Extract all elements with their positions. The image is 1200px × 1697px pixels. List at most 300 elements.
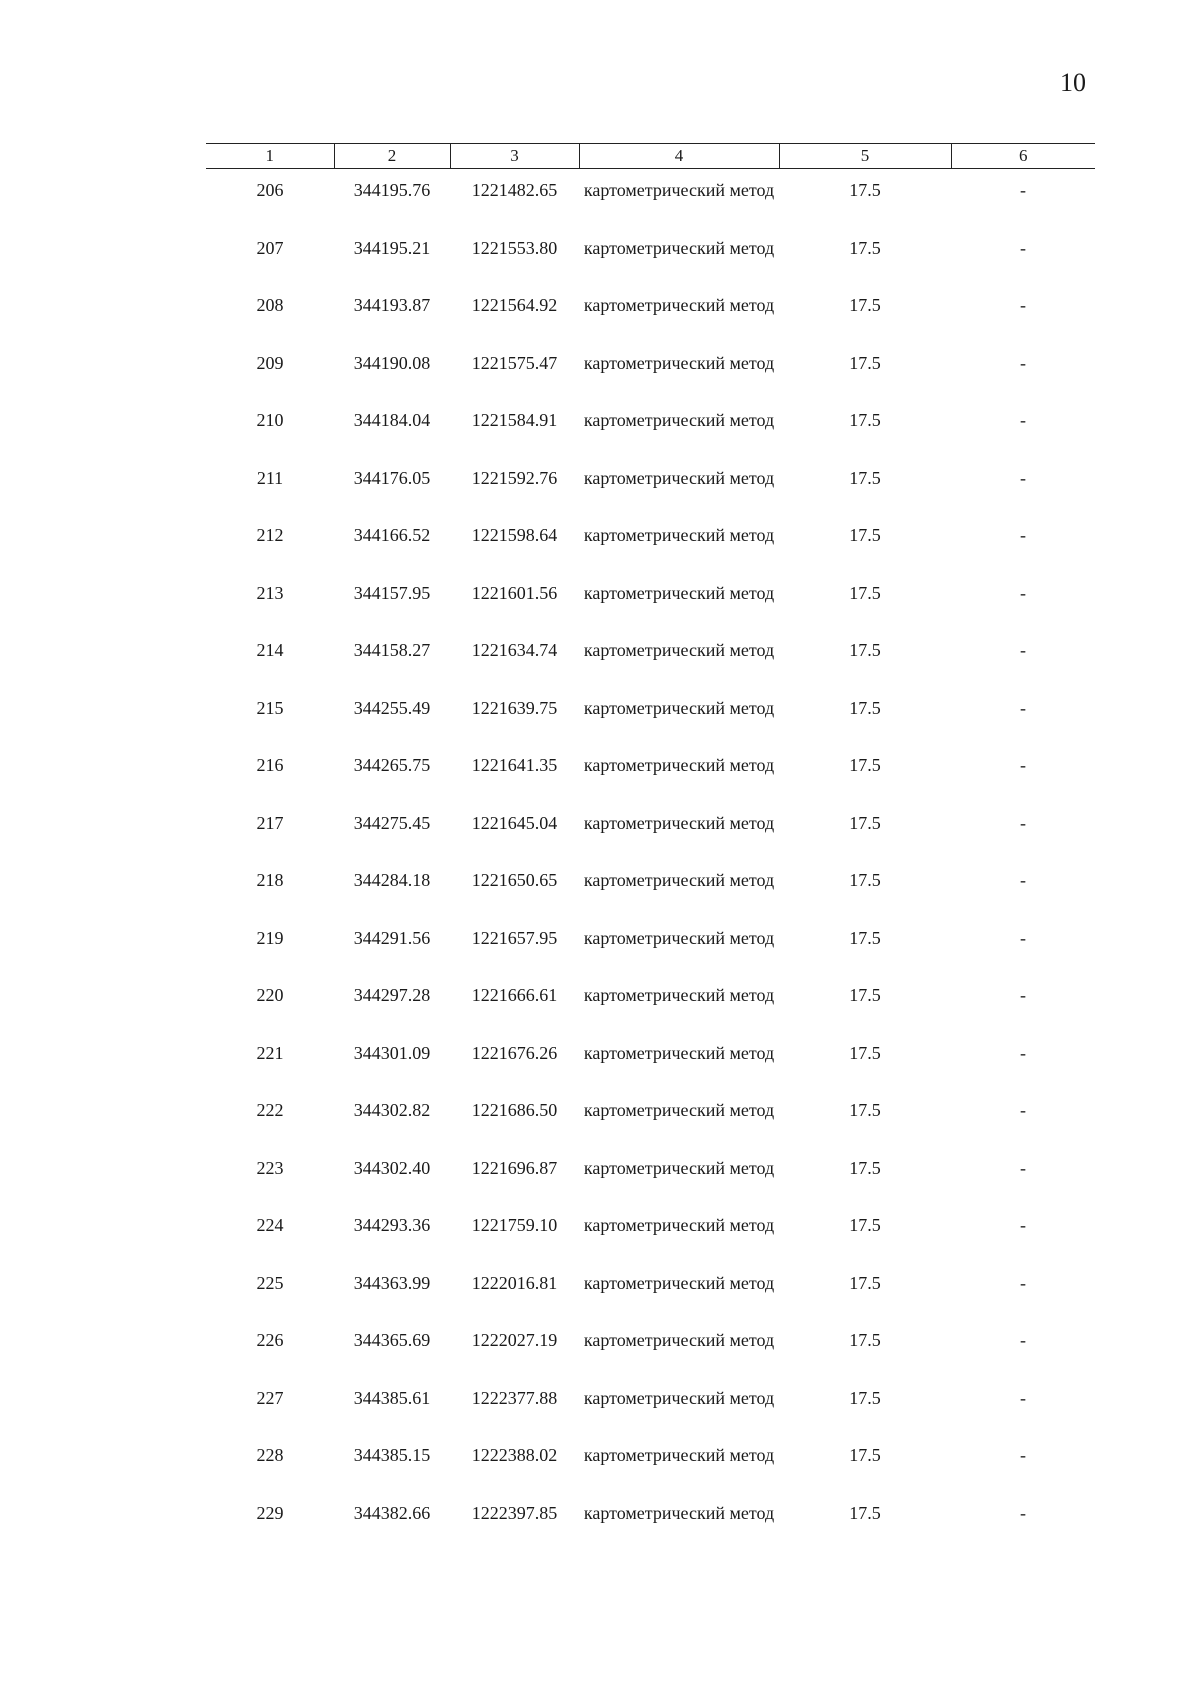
cell-coordinate-y xyxy=(450,869,579,927)
cell-note xyxy=(951,352,1095,410)
cell-accuracy-text: 17.5 xyxy=(849,1387,881,1408)
cell-point-number-text: 226 xyxy=(256,1330,284,1350)
cell-coordinate-x xyxy=(334,409,450,467)
cell-coordinate-y-text: 1221641.35 xyxy=(471,755,558,775)
cell-coordinate-x xyxy=(334,697,450,755)
cell-point-number xyxy=(206,697,334,755)
cell-accuracy xyxy=(779,294,951,352)
cell-method xyxy=(579,1214,779,1272)
cell-coordinate-x-text: 344297.28 xyxy=(353,985,431,1005)
cell-coordinate-x-text: 344275.45 xyxy=(353,812,431,833)
cell-accuracy xyxy=(779,524,951,582)
cell-coordinate-x xyxy=(334,1099,450,1157)
cell-coordinate-y-text: 1221553.80 xyxy=(471,237,558,258)
column-header: 1 xyxy=(206,144,334,169)
cell-coordinate-x-text: 344166.52 xyxy=(353,525,431,545)
cell-accuracy xyxy=(779,869,951,927)
cell-accuracy-text: 17.5 xyxy=(849,1272,881,1293)
cell-accuracy xyxy=(779,1214,951,1272)
cell-coordinate-y-text: 1221686.50 xyxy=(471,1100,558,1120)
cell-coordinate-y-text: 1222377.88 xyxy=(471,1387,558,1408)
table-row xyxy=(206,639,1095,697)
cell-point-number xyxy=(206,984,334,1042)
cell-point-number xyxy=(206,1329,334,1387)
cell-point-number xyxy=(206,352,334,410)
cell-accuracy-text: 17.5 xyxy=(849,525,881,545)
cell-coordinate-y-text: 1222027.19 xyxy=(471,1330,558,1350)
cell-coordinate-x-text: 344184.04 xyxy=(353,410,431,430)
cell-method-text: картометрический метод xyxy=(583,640,775,660)
cell-coordinate-x xyxy=(334,927,450,985)
cell-coordinate-x-text: 344284.18 xyxy=(353,870,431,890)
cell-point-number xyxy=(206,754,334,812)
cell-accuracy-text: 17.5 xyxy=(849,1215,881,1235)
cell-accuracy-text: 17.5 xyxy=(849,640,881,660)
cell-method xyxy=(579,294,779,352)
cell-note xyxy=(951,409,1095,467)
cell-note xyxy=(951,1444,1095,1502)
table-row xyxy=(206,409,1095,467)
cell-note-text: - xyxy=(1020,755,1026,775)
cell-point-number xyxy=(206,1099,334,1157)
cell-note-text: - xyxy=(1020,295,1026,315)
column-header: 5 xyxy=(779,144,951,169)
cell-coordinate-y xyxy=(450,582,579,640)
cell-point-number xyxy=(206,812,334,870)
table-header-row xyxy=(206,144,1095,169)
cell-coordinate-y xyxy=(450,1099,579,1157)
cell-point-number-text: 207 xyxy=(256,237,284,258)
cell-method xyxy=(579,639,779,697)
cell-point-number xyxy=(206,1502,334,1560)
cell-accuracy-text: 17.5 xyxy=(849,410,881,430)
column-header: 4 xyxy=(579,144,779,169)
cell-coordinate-x xyxy=(334,812,450,870)
coordinates-table xyxy=(206,143,1095,1559)
cell-note xyxy=(951,697,1095,755)
cell-coordinate-y xyxy=(450,294,579,352)
cell-method-text: картометрический метод xyxy=(583,985,775,1005)
cell-coordinate-x xyxy=(334,237,450,295)
cell-coordinate-y xyxy=(450,697,579,755)
cell-coordinate-x-text: 344176.05 xyxy=(353,467,431,488)
cell-accuracy-text: 17.5 xyxy=(849,1042,881,1063)
cell-coordinate-y-text: 1221666.61 xyxy=(471,985,558,1005)
cell-method-text: картометрический метод xyxy=(583,1042,775,1063)
cell-point-number-text: 222 xyxy=(256,1100,284,1120)
cell-coordinate-y-text: 1221657.95 xyxy=(471,927,558,948)
cell-method-text: картометрический метод xyxy=(583,1215,775,1235)
cell-method-text: картометрический метод xyxy=(583,755,775,775)
cell-note xyxy=(951,984,1095,1042)
cell-coordinate-y xyxy=(450,812,579,870)
cell-coordinate-y-text: 1221639.75 xyxy=(471,697,558,718)
cell-method xyxy=(579,1502,779,1560)
cell-method xyxy=(579,1099,779,1157)
table-row xyxy=(206,352,1095,410)
cell-note xyxy=(951,754,1095,812)
cell-note xyxy=(951,582,1095,640)
cell-coordinate-x xyxy=(334,1329,450,1387)
cell-accuracy xyxy=(779,927,951,985)
table-row xyxy=(206,869,1095,927)
cell-point-number-text: 221 xyxy=(256,1042,284,1063)
cell-point-number xyxy=(206,1042,334,1100)
cell-coordinate-x xyxy=(334,294,450,352)
cell-note xyxy=(951,169,1095,237)
cell-accuracy-text: 17.5 xyxy=(849,870,881,890)
cell-coordinate-x xyxy=(334,1502,450,1560)
cell-method-text: картометрический метод xyxy=(583,525,775,545)
cell-method xyxy=(579,582,779,640)
cell-method-text: картометрический метод xyxy=(583,697,775,718)
cell-coordinate-y xyxy=(450,639,579,697)
cell-method xyxy=(579,984,779,1042)
cell-accuracy xyxy=(779,639,951,697)
table-row xyxy=(206,1214,1095,1272)
cell-method-text: картометрический метод xyxy=(583,410,775,430)
cell-method xyxy=(579,1444,779,1502)
cell-coordinate-y xyxy=(450,984,579,1042)
cell-point-number xyxy=(206,409,334,467)
table-row xyxy=(206,237,1095,295)
cell-method-text: картометрический метод xyxy=(583,180,775,200)
cell-accuracy xyxy=(779,1444,951,1502)
cell-method xyxy=(579,237,779,295)
cell-coordinate-y xyxy=(450,1157,579,1215)
cell-coordinate-y xyxy=(450,1502,579,1560)
cell-accuracy xyxy=(779,754,951,812)
cell-coordinate-x-text: 344195.21 xyxy=(353,237,431,258)
table-body xyxy=(206,169,1095,1560)
cell-note xyxy=(951,812,1095,870)
cell-method-text: картометрический метод xyxy=(583,1502,775,1523)
cell-accuracy xyxy=(779,1272,951,1330)
cell-coordinate-x xyxy=(334,754,450,812)
cell-accuracy xyxy=(779,1329,951,1387)
cell-method-text: картометрический метод xyxy=(583,927,775,948)
table-row xyxy=(206,1502,1095,1560)
cell-method-text: картометрический метод xyxy=(583,295,775,315)
cell-accuracy xyxy=(779,697,951,755)
cell-point-number-text: 206 xyxy=(256,180,284,200)
cell-note xyxy=(951,1272,1095,1330)
cell-coordinate-x-text: 344195.76 xyxy=(353,180,431,200)
cell-accuracy-text: 17.5 xyxy=(849,1100,881,1120)
cell-coordinate-x-text: 344365.69 xyxy=(353,1330,431,1350)
cell-point-number-text: 224 xyxy=(256,1215,284,1235)
cell-accuracy xyxy=(779,1042,951,1100)
table-row xyxy=(206,984,1095,1042)
cell-accuracy xyxy=(779,352,951,410)
cell-coordinate-x xyxy=(334,169,450,237)
cell-accuracy-text: 17.5 xyxy=(849,812,881,833)
table-row xyxy=(206,754,1095,812)
cell-coordinate-y xyxy=(450,1042,579,1100)
cell-coordinate-x xyxy=(334,1157,450,1215)
cell-point-number xyxy=(206,294,334,352)
page-number: 10 xyxy=(1060,68,1086,97)
cell-point-number xyxy=(206,869,334,927)
cell-point-number xyxy=(206,1214,334,1272)
table-row xyxy=(206,524,1095,582)
cell-point-number-text: 211 xyxy=(256,467,284,488)
cell-note-text: - xyxy=(1020,1100,1026,1120)
cell-note xyxy=(951,639,1095,697)
cell-note-text: - xyxy=(1020,1272,1026,1293)
cell-coordinate-x-text: 344363.99 xyxy=(353,1272,431,1293)
cell-point-number-text: 216 xyxy=(256,755,284,775)
column-header: 3 xyxy=(450,144,579,169)
cell-method xyxy=(579,869,779,927)
cell-accuracy-text: 17.5 xyxy=(849,1330,881,1350)
table-row xyxy=(206,1042,1095,1100)
cell-note-text: - xyxy=(1020,812,1026,833)
cell-note xyxy=(951,1214,1095,1272)
cell-note xyxy=(951,1157,1095,1215)
cell-coordinate-y xyxy=(450,169,579,237)
cell-note-text: - xyxy=(1020,525,1026,545)
cell-coordinate-y xyxy=(450,237,579,295)
cell-method-text: картометрический метод xyxy=(583,1272,775,1293)
table-row xyxy=(206,1157,1095,1215)
cell-note xyxy=(951,1099,1095,1157)
cell-accuracy-text: 17.5 xyxy=(849,352,881,373)
cell-note-text: - xyxy=(1020,697,1026,718)
cell-note xyxy=(951,869,1095,927)
cell-point-number-text: 208 xyxy=(256,295,284,315)
cell-note-text: - xyxy=(1020,582,1026,603)
cell-coordinate-x-text: 344301.09 xyxy=(353,1042,431,1063)
cell-point-number-text: 223 xyxy=(256,1157,284,1178)
cell-coordinate-x xyxy=(334,1042,450,1100)
table-row xyxy=(206,169,1095,237)
cell-coordinate-x-text: 344385.61 xyxy=(353,1387,431,1408)
cell-note xyxy=(951,294,1095,352)
cell-accuracy xyxy=(779,582,951,640)
cell-accuracy-text: 17.5 xyxy=(849,295,881,315)
column-header: 6 xyxy=(951,144,1095,169)
table-row xyxy=(206,697,1095,755)
cell-method xyxy=(579,697,779,755)
cell-coordinate-y xyxy=(450,409,579,467)
cell-point-number xyxy=(206,927,334,985)
cell-point-number-text: 218 xyxy=(256,870,284,890)
cell-coordinate-y-text: 1221634.74 xyxy=(471,640,558,660)
cell-point-number-text: 225 xyxy=(256,1272,284,1293)
cell-method xyxy=(579,1042,779,1100)
cell-coordinate-y-text: 1222388.02 xyxy=(471,1445,558,1465)
cell-accuracy xyxy=(779,409,951,467)
cell-point-number-text: 214 xyxy=(256,640,284,660)
cell-note xyxy=(951,1042,1095,1100)
cell-coordinate-x-text: 344291.56 xyxy=(353,927,431,948)
cell-note-text: - xyxy=(1020,1330,1026,1350)
cell-accuracy-text: 17.5 xyxy=(849,1445,881,1465)
cell-coordinate-x xyxy=(334,524,450,582)
cell-accuracy-text: 17.5 xyxy=(849,582,881,603)
cell-coordinate-y xyxy=(450,1272,579,1330)
cell-coordinate-y-text: 1221592.76 xyxy=(471,467,558,488)
cell-note xyxy=(951,1329,1095,1387)
cell-method xyxy=(579,812,779,870)
cell-accuracy xyxy=(779,467,951,525)
cell-note-text: - xyxy=(1020,985,1026,1005)
cell-method-text: картометрический метод xyxy=(583,237,775,258)
cell-coordinate-y-text: 1221696.87 xyxy=(471,1157,558,1178)
cell-note-text: - xyxy=(1020,1445,1026,1465)
cell-coordinate-y-text: 1221676.26 xyxy=(471,1042,558,1063)
table-row xyxy=(206,927,1095,985)
cell-point-number xyxy=(206,524,334,582)
cell-method xyxy=(579,1272,779,1330)
cell-method-text: картометрический метод xyxy=(583,1445,775,1465)
cell-accuracy-text: 17.5 xyxy=(849,237,881,258)
cell-note-text: - xyxy=(1020,640,1026,660)
cell-point-number-text: 215 xyxy=(256,697,284,718)
cell-coordinate-y-text: 1222016.81 xyxy=(471,1272,558,1293)
cell-note-text: - xyxy=(1020,352,1026,373)
cell-coordinate-y xyxy=(450,352,579,410)
cell-coordinate-y-text: 1221575.47 xyxy=(471,352,558,373)
table-row xyxy=(206,1387,1095,1445)
cell-method-text: картометрический метод xyxy=(583,1100,775,1120)
cell-accuracy xyxy=(779,984,951,1042)
cell-method xyxy=(579,754,779,812)
cell-coordinate-y-text: 1221645.04 xyxy=(471,812,558,833)
cell-coordinate-y xyxy=(450,1214,579,1272)
cell-coordinate-y-text: 1221598.64 xyxy=(471,525,558,545)
cell-coordinate-y xyxy=(450,927,579,985)
cell-coordinate-x xyxy=(334,1272,450,1330)
table-row xyxy=(206,1099,1095,1157)
cell-point-number xyxy=(206,1157,334,1215)
table-row xyxy=(206,1329,1095,1387)
cell-method-text: картометрический метод xyxy=(583,1387,775,1408)
cell-accuracy-text: 17.5 xyxy=(849,755,881,775)
cell-point-number-text: 227 xyxy=(256,1387,284,1408)
cell-method-text: картометрический метод xyxy=(583,1157,775,1178)
cell-note-text: - xyxy=(1020,1502,1026,1523)
cell-coordinate-x xyxy=(334,467,450,525)
cell-coordinate-y xyxy=(450,1329,579,1387)
cell-coordinate-x xyxy=(334,352,450,410)
cell-method-text: картометрический метод xyxy=(583,870,775,890)
cell-accuracy-text: 17.5 xyxy=(849,1157,881,1178)
cell-coordinate-y-text: 1221564.92 xyxy=(471,295,558,315)
cell-method xyxy=(579,169,779,237)
cell-coordinate-x xyxy=(334,1444,450,1502)
cell-coordinate-x-text: 344293.36 xyxy=(353,1215,431,1235)
cell-point-number-text: 212 xyxy=(256,525,284,545)
cell-note-text: - xyxy=(1020,1157,1026,1178)
cell-coordinate-y xyxy=(450,1387,579,1445)
table-row xyxy=(206,1444,1095,1502)
cell-accuracy-text: 17.5 xyxy=(849,927,881,948)
cell-accuracy xyxy=(779,1157,951,1215)
cell-coordinate-y xyxy=(450,1444,579,1502)
cell-note xyxy=(951,467,1095,525)
table-row xyxy=(206,467,1095,525)
cell-method-text: картометрический метод xyxy=(583,467,775,488)
cell-coordinate-x-text: 344302.40 xyxy=(353,1157,431,1178)
cell-point-number xyxy=(206,467,334,525)
cell-point-number xyxy=(206,1272,334,1330)
cell-point-number xyxy=(206,639,334,697)
cell-point-number-text: 228 xyxy=(256,1445,284,1465)
cell-point-number-text: 210 xyxy=(256,410,284,430)
cell-coordinate-x-text: 344265.75 xyxy=(353,755,431,775)
cell-point-number-text: 229 xyxy=(256,1502,284,1523)
cell-accuracy xyxy=(779,237,951,295)
cell-coordinate-x xyxy=(334,984,450,1042)
cell-point-number xyxy=(206,1444,334,1502)
cell-method-text: картометрический метод xyxy=(583,352,775,373)
cell-coordinate-x-text: 344302.82 xyxy=(353,1100,431,1120)
column-header: 2 xyxy=(334,144,450,169)
cell-note xyxy=(951,1387,1095,1445)
cell-coordinate-y-text: 1222397.85 xyxy=(471,1502,558,1523)
cell-method xyxy=(579,467,779,525)
cell-note-text: - xyxy=(1020,927,1026,948)
cell-point-number-text: 220 xyxy=(256,985,284,1005)
cell-method xyxy=(579,927,779,985)
cell-coordinate-y-text: 1221601.56 xyxy=(471,582,558,603)
cell-coordinate-y xyxy=(450,467,579,525)
cell-note xyxy=(951,927,1095,985)
cell-coordinate-x xyxy=(334,639,450,697)
cell-method-text: картометрический метод xyxy=(583,582,775,603)
cell-accuracy xyxy=(779,1387,951,1445)
cell-accuracy-text: 17.5 xyxy=(849,697,881,718)
table-row xyxy=(206,294,1095,352)
cell-coordinate-x-text: 344193.87 xyxy=(353,295,431,315)
cell-coordinate-x-text: 344157.95 xyxy=(353,582,431,603)
cell-coordinate-y-text: 1221650.65 xyxy=(471,870,558,890)
cell-point-number xyxy=(206,1387,334,1445)
cell-point-number xyxy=(206,237,334,295)
cell-coordinate-x-text: 344382.66 xyxy=(353,1502,431,1523)
cell-point-number-text: 217 xyxy=(256,812,284,833)
table-row xyxy=(206,812,1095,870)
cell-coordinate-y-text: 1221584.91 xyxy=(471,410,558,430)
cell-point-number xyxy=(206,169,334,237)
cell-accuracy xyxy=(779,1502,951,1560)
cell-note xyxy=(951,1502,1095,1560)
table-row xyxy=(206,582,1095,640)
cell-note-text: - xyxy=(1020,467,1026,488)
cell-method-text: картометрический метод xyxy=(583,812,775,833)
cell-coordinate-x xyxy=(334,582,450,640)
cell-note-text: - xyxy=(1020,410,1026,430)
cell-accuracy-text: 17.5 xyxy=(849,467,881,488)
cell-coordinate-x-text: 344158.27 xyxy=(353,640,431,660)
cell-coordinate-x-text: 344385.15 xyxy=(353,1445,431,1465)
cell-accuracy xyxy=(779,812,951,870)
cell-note-text: - xyxy=(1020,1387,1026,1408)
cell-coordinate-x xyxy=(334,1214,450,1272)
cell-point-number-text: 209 xyxy=(256,352,284,373)
cell-coordinate-y-text: 1221482.65 xyxy=(471,180,558,200)
cell-note xyxy=(951,524,1095,582)
cell-point-number-text: 213 xyxy=(256,582,284,603)
cell-note-text: - xyxy=(1020,1042,1026,1063)
cell-coordinate-x xyxy=(334,1387,450,1445)
cell-coordinate-y xyxy=(450,524,579,582)
cell-coordinate-x xyxy=(334,869,450,927)
cell-accuracy xyxy=(779,1099,951,1157)
cell-note-text: - xyxy=(1020,237,1026,258)
